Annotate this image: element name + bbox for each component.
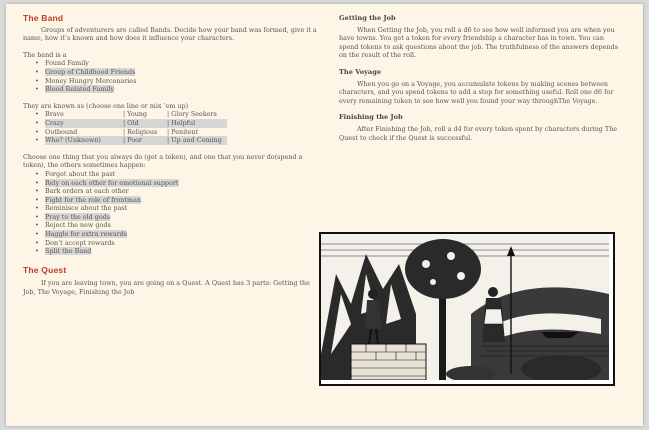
voyage-heading: The Voyage (339, 67, 382, 76)
list-item: • Fight for the role of frontman (39, 196, 319, 205)
left-column (23, 4, 319, 297)
list-item: • Blood Related Family (39, 85, 319, 94)
list-item: • Split the Band (39, 247, 319, 256)
list-item: • Who? (Unknown) | Poor | Up and Coming (39, 136, 319, 145)
list-item: • Found Family (39, 59, 319, 68)
list-item: • Brave | Young | Glory Seekers (39, 110, 319, 119)
voyage-text: When you go on a Voyage, you accumulate tokens by making scenes between characters, and you spend tokens to add a stop for something useful. Roll one d6 for every remaining token to see how well you found your way throughThe Voyage. (339, 79, 614, 105)
document-page (6, 4, 643, 426)
band-heading: The Band (23, 13, 64, 23)
finishing-job-text: After Finishing the Job, roll a d4 for every token spent by characters during The Quest to check if the Quest is successful. (339, 124, 618, 142)
choose-list (23, 170, 319, 256)
list-item: • Rely on each other for emotional support (39, 179, 319, 188)
choose-text: Choose one thing that you always do (get a token), and one that you never do(spend a token), the others sometimes happen: (23, 152, 303, 170)
known-list (23, 110, 319, 144)
right-column (339, 4, 619, 142)
list-item: • Pray to the old gods (39, 213, 319, 222)
getting-job-heading: Getting the Job (339, 14, 396, 22)
band-intro: Groups of adventurers are called Bands. Decide how your band was formed, give it a name, how it’s known and how does it influence your characters. (23, 25, 317, 43)
finishing-job-heading: Finishing the Job (339, 113, 403, 122)
known-label: They are known as (choose one line or mix ’em up) (23, 101, 189, 110)
band-is-label: The band is a (23, 50, 67, 59)
list-item: • Crazy | Old | Helpful (39, 119, 319, 128)
list-item: • Bark orders at each other (39, 187, 319, 196)
woodcut-illustration (319, 232, 615, 386)
list-item: • Outbound | Religious | Penitent (39, 128, 319, 137)
list-item: • Forget about the past (39, 170, 319, 179)
band-is-list (23, 59, 319, 93)
quest-text: If you are leaving town, you are going on a Quest. A Quest has 3 parts: Getting the Job, The Voyage, Finishing the Job (23, 279, 310, 297)
list-item: • Reminisce about the past (39, 204, 319, 213)
getting-job-text: When Getting the Job, you roll a d6 to see how well informed you are when you have towns. You get a token for every friendship a character has in town. You can spend tokens to ask questions about the job. The truthfulness of the answers depends on the result of the roll. (339, 25, 618, 60)
list-item: • Haggle for extra rewards (39, 230, 319, 239)
list-item: • Money Hungry Mercenaries (39, 77, 319, 86)
list-item: • Group of Childhood Friends (39, 68, 319, 77)
quest-heading: The Quest (23, 264, 67, 275)
list-item: • Don’t accept rewards (39, 239, 319, 248)
list-item: • Reject the new gods (39, 221, 319, 230)
woodcut-illustration-icon (321, 234, 609, 380)
